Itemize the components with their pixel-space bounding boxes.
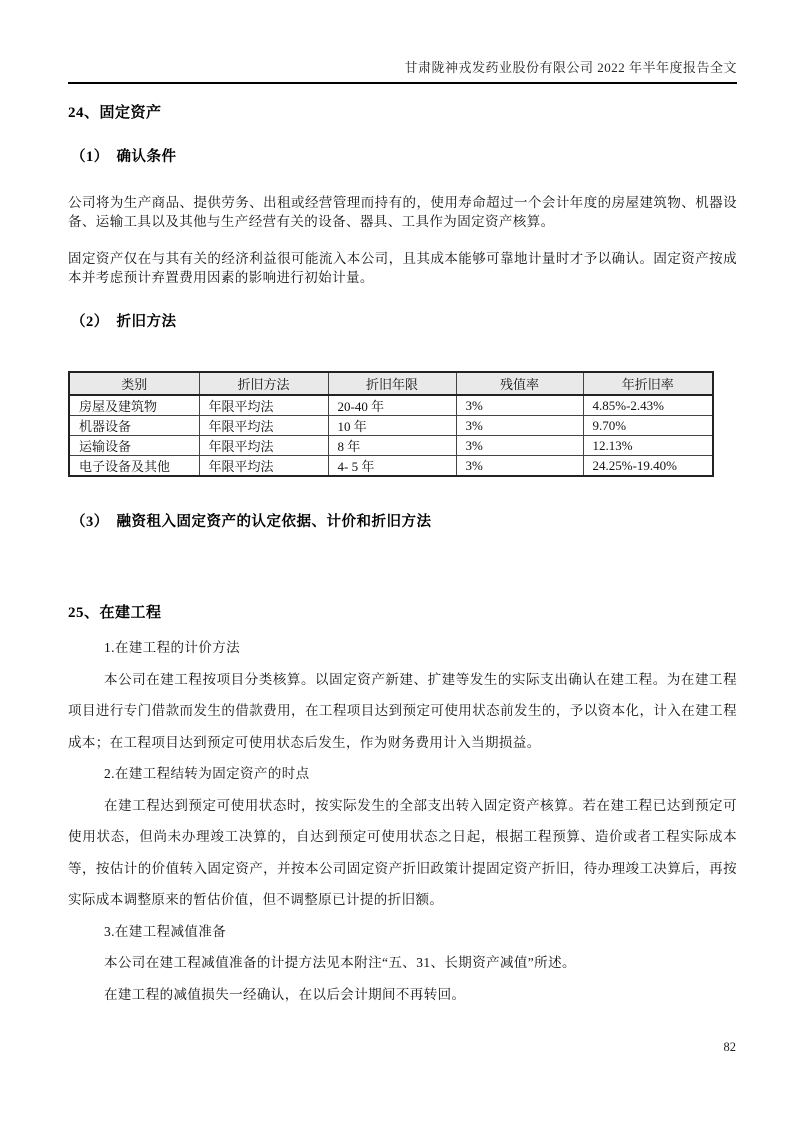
section-25-body (68, 632, 737, 1010)
table-cell: 3% (456, 436, 583, 456)
table-cell: 机器设备 (69, 416, 199, 436)
section-24-sub3-title: （3） 融资租入固定资产的认定依据、计价和折旧方法 (71, 514, 432, 530)
section-25-item-3: 3.在建工程减值准备 (104, 923, 227, 939)
section-24-sub1-title: （1） 确认条件 (71, 149, 177, 165)
table-row (69, 416, 713, 436)
table-cell: 年限平均法 (199, 416, 328, 436)
table-cell: 8 年 (328, 436, 456, 456)
table-cell: 房屋及建筑物 (69, 395, 199, 416)
table-cell: 3% (456, 395, 583, 416)
table-cell: 年限平均法 (199, 436, 328, 456)
section-25-title: 25、在建工程 (68, 605, 162, 621)
table-cell: 4.85%-2.43% (583, 395, 713, 416)
section-25-item-1: 1.在建工程的计价方法 (104, 640, 241, 655)
page-content (68, 0, 737, 1010)
document-header-title: 甘肃陇神戎发药业股份有限公司 2022 年半年度报告全文 (68, 57, 737, 84)
depreciation-table (68, 371, 714, 477)
section-25-paragraph-4: 在建工程的减值损失一经确认，在以后会计期间不再转回。 (104, 986, 466, 1002)
table-header-method: 折旧方法 (199, 372, 328, 395)
table-header-annual-rate: 年折旧率 (583, 372, 713, 395)
table-cell: 20-40 年 (328, 395, 456, 416)
table-cell: 12.13% (583, 436, 713, 456)
table-row (69, 436, 713, 456)
table-header-years: 折旧年限 (328, 372, 456, 395)
table-cell: 4- 5 年 (328, 456, 456, 477)
table-cell: 3% (456, 416, 583, 436)
page-number: 82 (723, 1040, 736, 1054)
table-cell: 年限平均法 (199, 395, 328, 416)
table-header-row (69, 372, 713, 395)
table-cell: 运输设备 (69, 436, 199, 456)
table-header-residual-rate: 残值率 (456, 372, 583, 395)
section-25-paragraph-1: 本公司在建工程按项目分类核算。以固定资产新建、扩建等发生的实际支出确认在建工程。为在建工程项目进行专门借款而发生的借款费用，在工程项目达到预定可使用状态前发生的，予以资本化，计入在建工程成本；在工程项目达到预定可使用状态后发生，作为财务费用计入当期损益。 (68, 671, 737, 750)
section-24-paragraph-1: 公司将为生产商品、提供劳务、出租或经营管理而持有的，使用寿命超过一个会计年度的房屋建筑物、机器设备、运输工具以及其他与生产经营有关的设备、器具、工具作为固定资产核算。 (68, 195, 737, 229)
table-cell: 10 年 (328, 416, 456, 436)
table-header-category: 类别 (69, 372, 199, 395)
table-row (69, 395, 713, 416)
table-row (69, 456, 713, 477)
table-cell: 3% (456, 456, 583, 477)
section-24-title: 24、固定资产 (68, 105, 162, 121)
section-25-item-2: 2.在建工程结转为固定资产的时点 (104, 766, 310, 781)
section-25-paragraph-2: 在建工程达到预定可使用状态时，按实际发生的全部支出转入固定资产核算。若在建工程已达到预定可使用状态，但尚未办理竣工决算的，自达到预定可使用状态之日起，根据工程预算、造价或者工程实际成本等，按估计的价值转入固定资产，并按本公司固定资产折旧政策计提固定资产折旧，待办理竣工决算后，再按实际成本调整原来的暂估价值，但不调整原已计提的折旧额。 (68, 797, 737, 907)
table-cell: 24.25%-19.40% (583, 456, 713, 477)
section-24-sub2-title: （2） 折旧方法 (71, 314, 177, 330)
table-cell: 电子设备及其他 (69, 456, 199, 477)
section-25-paragraph-3: 本公司在建工程减值准备的计提方法见本附注“五、31、长期资产减值”所述。 (104, 955, 576, 970)
table-cell: 年限平均法 (199, 456, 328, 477)
table-cell: 9.70% (583, 416, 713, 436)
section-24-paragraph-2: 固定资产仅在与其有关的经济利益很可能流入本公司，且其成本能够可靠地计量时才予以确认。固定资产按成本并考虑预计弃置费用因素的影响进行初始计量。 (68, 251, 737, 285)
